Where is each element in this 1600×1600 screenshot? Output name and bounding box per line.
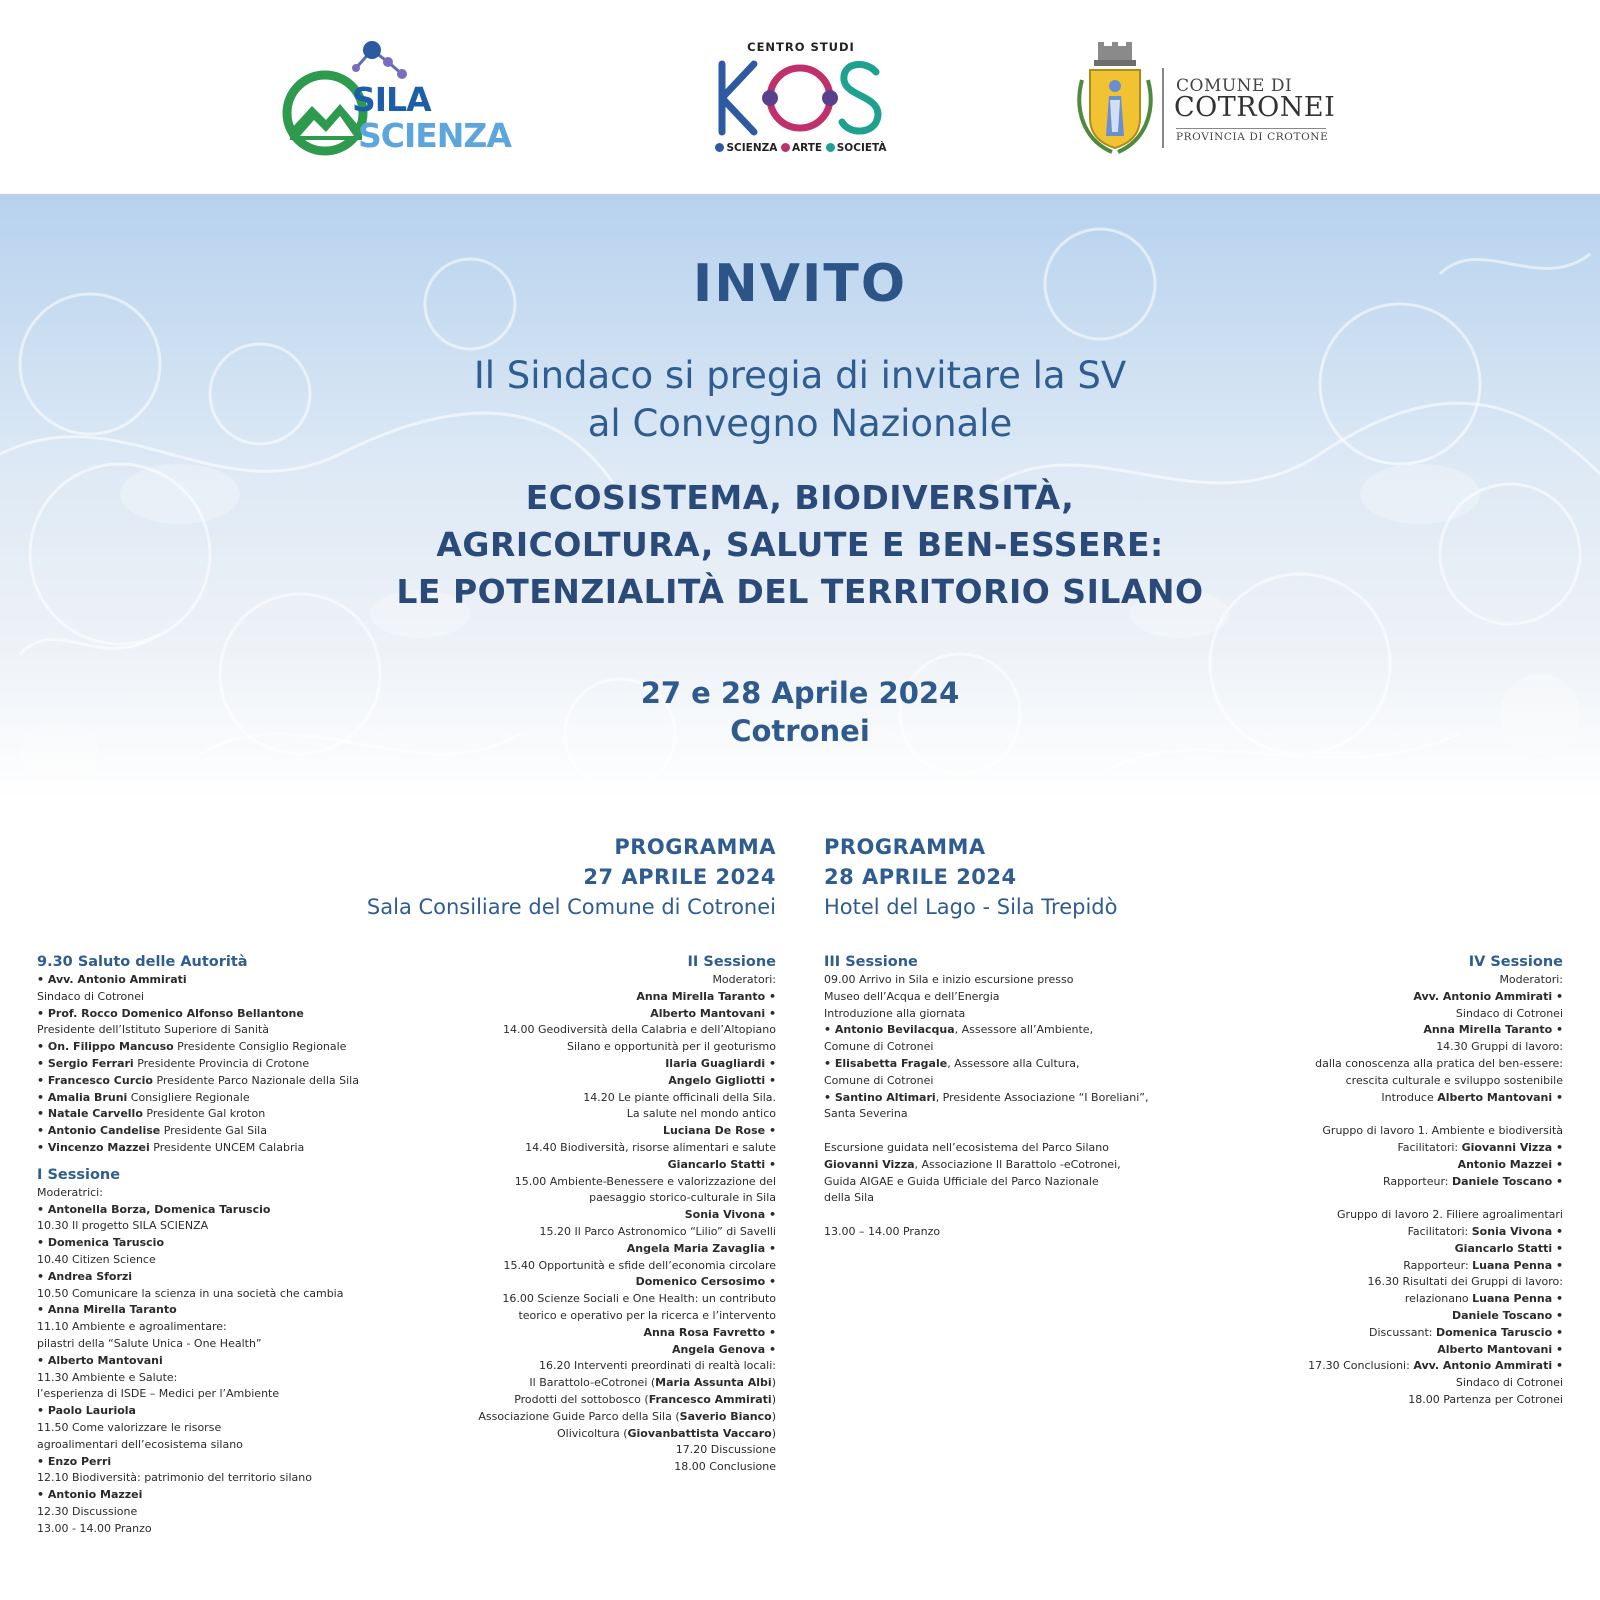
line-text: Sindaco di Cotronei xyxy=(1455,1376,1563,1390)
programme-line xyxy=(440,1241,776,1258)
programme-line xyxy=(824,1123,1164,1140)
speaker-name: Domenico Cersosimo • xyxy=(635,1275,776,1289)
line-text: Escursione guidata nell’ecosistema del Parco Silano xyxy=(824,1140,1109,1154)
speaker-name: • Antonio Candelise xyxy=(37,1124,161,1138)
programme-venue: Hotel del Lago - Sila Trepidò xyxy=(824,895,1118,919)
programme-line xyxy=(37,1302,377,1319)
programme-line xyxy=(37,1006,377,1023)
speaker-name: Ilaria Guagliardi • xyxy=(665,1056,776,1070)
line-text: Presidente dell’Istituto Superiore di Sanità xyxy=(37,1023,269,1037)
programme-line xyxy=(440,972,776,989)
programme-line xyxy=(440,1006,776,1023)
session-heading: IV Sessione xyxy=(1468,954,1563,970)
tag-arte: ARTE xyxy=(792,142,823,154)
programme-line xyxy=(1230,1123,1563,1140)
line-text: 16.00 Scienze Sociali e One Health: un contributo xyxy=(502,1292,776,1306)
programme-date: 27 APRILE 2024 xyxy=(583,865,776,889)
programme-line xyxy=(440,1459,776,1476)
programme-line xyxy=(440,1442,776,1459)
speaker-name: Giovanbattista Vaccaro xyxy=(627,1426,772,1440)
line-text: Associazione Guide Parco della Sila ( xyxy=(478,1409,680,1423)
programme-line xyxy=(1230,1241,1563,1258)
line-text: Moderatrici: xyxy=(37,1185,103,1199)
line-text: teorico e operativo per la ricerca e l’intervento xyxy=(518,1308,776,1322)
programme-line xyxy=(824,1174,1164,1191)
speaker-name: Alberto Mantovani • xyxy=(650,1006,776,1020)
programme-line xyxy=(1230,1090,1563,1107)
speaker-name: Giovanni Vizza xyxy=(824,1157,915,1171)
line-text: 14.00 Geodiversità della Calabria e dell’Altopiano xyxy=(502,1023,776,1037)
line-text: Consigliere Regionale xyxy=(127,1090,250,1104)
programme-line xyxy=(37,1106,377,1123)
speaker-name: Luana Penna • xyxy=(1472,1258,1563,1272)
programme-line xyxy=(37,1487,377,1504)
programme-line xyxy=(440,989,776,1006)
programme-line xyxy=(37,1353,377,1370)
line-text: Presidente Gal kroton xyxy=(142,1107,266,1121)
line-text: ) xyxy=(771,1409,776,1423)
programme-line xyxy=(824,1190,1164,1207)
invitation-line-2: al Convegno Nazionale xyxy=(587,402,1013,445)
speaker-name: • Sergio Ferrari xyxy=(37,1056,134,1070)
line-text: 10.50 Comunicare la scienza in una società che cambia xyxy=(37,1286,344,1300)
programme-line xyxy=(440,1022,776,1039)
speaker-name: Anna Rosa Favretto • xyxy=(643,1325,776,1339)
line-text: , Assessore all’Ambiente, xyxy=(954,1023,1094,1037)
programme-line xyxy=(1230,1157,1563,1174)
programme-line xyxy=(37,1202,377,1219)
programme-line xyxy=(37,1073,377,1090)
programme-line xyxy=(440,1258,776,1275)
coat-of-arms-icon xyxy=(1072,40,1158,158)
programme-header-day2 xyxy=(824,832,1117,922)
speaker-name: • Enzo Perri xyxy=(37,1454,112,1468)
speaker-name: Angela Maria Zavaglia • xyxy=(626,1241,776,1255)
speaker-name: • Antonio Mazzei xyxy=(37,1488,143,1502)
programme-line xyxy=(824,1224,1164,1241)
line-text: ) xyxy=(771,1376,776,1390)
speaker-name: Sonia Vivona • xyxy=(1471,1224,1563,1238)
conference-title-line-3: LE POTENZIALITÀ DEL TERRITORIO SILANO xyxy=(396,572,1204,611)
sila-word: SILA xyxy=(352,80,431,119)
line-text: l’esperienza di ISDE – Medici per l’Ambiente xyxy=(37,1387,280,1401)
line-text: 14.40 Biodiversità, risorse alimentari e salute xyxy=(525,1140,776,1154)
line-text: Facilitatori: xyxy=(1407,1224,1472,1238)
programme-line xyxy=(824,1073,1164,1090)
programme-line xyxy=(440,1375,776,1392)
line-text: Introduce xyxy=(1381,1090,1438,1104)
programme-line xyxy=(1230,1207,1563,1224)
speaker-name: Giancarlo Statti • xyxy=(667,1157,776,1171)
session-heading: III Sessione xyxy=(824,954,918,970)
speaker-name: • Santino Altimari xyxy=(824,1090,936,1104)
speaker-name: Anna Mirella Taranto • xyxy=(1423,1023,1563,1037)
line-text: 11.30 Ambiente e Salute: xyxy=(37,1370,178,1384)
line-text: Silano e opportunità per il geoturismo xyxy=(566,1040,776,1054)
line-text: La salute nel mondo antico xyxy=(626,1107,776,1121)
line-text: 15.40 Opportunità e sfide dell’economia circolare xyxy=(503,1258,776,1272)
programme-line xyxy=(37,1521,377,1538)
programme-line xyxy=(824,1207,1164,1224)
programme-column-1 xyxy=(37,952,377,1538)
line-text: Guida AIGAE e Guida Ufficiale del Parco Nazionale xyxy=(824,1174,1099,1188)
line-text: 12.30 Discussione xyxy=(37,1504,138,1518)
speaker-name: Luana Penna • xyxy=(1472,1292,1563,1306)
programme-column-2 xyxy=(440,952,776,1476)
programme-line xyxy=(440,1426,776,1443)
line-text: 13.00 - 14.00 Pranzo xyxy=(37,1521,152,1535)
programme-column-3 xyxy=(824,952,1164,1241)
speaker-name: Avv. Antonio Ammirati • xyxy=(1413,989,1563,1003)
speaker-name: Luciana De Rose • xyxy=(663,1124,776,1138)
programme-line xyxy=(440,1090,776,1107)
programme-line xyxy=(824,1157,1164,1174)
comune-di-label: COMUNE DI xyxy=(1176,76,1293,96)
line-text: Sindaco di Cotronei xyxy=(1455,1006,1563,1020)
speaker-name: • Antonio Bevilacqua xyxy=(824,1023,955,1037)
kos-tagline xyxy=(706,142,896,154)
programme-line xyxy=(440,1291,776,1308)
session-lines xyxy=(824,972,1164,1241)
speaker-name: • Vincenzo Mazzei xyxy=(37,1140,150,1154)
programme-line xyxy=(37,972,377,989)
line-text: 14.30 Gruppi di lavoro: xyxy=(1436,1040,1563,1054)
programme-line xyxy=(37,1370,377,1387)
programme-line xyxy=(1230,1006,1563,1023)
programme-line xyxy=(1230,1073,1563,1090)
line-text: 11.50 Come valorizzare le risorse xyxy=(37,1420,222,1434)
programme-line xyxy=(824,1140,1164,1157)
programme-line xyxy=(440,1073,776,1090)
line-text: Olivicoltura ( xyxy=(556,1426,628,1440)
programme-line xyxy=(37,1420,377,1437)
line-text: , Associazione Il Barattolo -eCotronei, xyxy=(914,1157,1121,1171)
programme-line xyxy=(37,1022,377,1039)
programme-line xyxy=(440,1325,776,1342)
programme-date: 28 APRILE 2024 xyxy=(824,865,1017,889)
speaker-name: Daniele Toscano • xyxy=(1451,1174,1563,1188)
line-text: 17.20 Discussione xyxy=(675,1443,776,1457)
programme-line xyxy=(1230,1039,1563,1056)
programme-line xyxy=(440,1224,776,1241)
line-text: Moderatori: xyxy=(712,973,776,986)
programme-line xyxy=(1230,1056,1563,1073)
session-lines xyxy=(1230,972,1563,1409)
speaker-name: Alberto Mantovani • xyxy=(1437,1342,1563,1356)
programme-venue: Sala Consiliare del Comune di Cotronei xyxy=(366,895,776,919)
programme-line xyxy=(37,989,377,1006)
programme-line xyxy=(1230,1375,1563,1392)
programme-line xyxy=(824,989,1164,1006)
programme-line xyxy=(440,1342,776,1359)
speaker-name: • Francesco Curcio xyxy=(37,1073,153,1087)
speaker-name: Angelo Gigliotti • xyxy=(668,1073,776,1087)
kos-logo xyxy=(706,36,896,160)
programme-line xyxy=(440,1358,776,1375)
programme-line xyxy=(440,1039,776,1056)
tag-societa: SOCIETÀ xyxy=(836,142,887,154)
line-text: 18.00 Conclusione xyxy=(674,1460,776,1474)
programme-line xyxy=(1230,1342,1563,1359)
programme-line xyxy=(1230,1258,1563,1275)
programme-line xyxy=(824,972,1164,989)
programme-line xyxy=(1230,1140,1563,1157)
line-text: Rapporteur: xyxy=(1383,1174,1452,1188)
speaker-name: • Elisabetta Fragale xyxy=(824,1056,948,1070)
line-text: 15.00 Ambiente-Benessere e valorizzazione del xyxy=(514,1174,776,1188)
programme-line xyxy=(440,1140,776,1157)
line-text: 15.20 Il Parco Astronomico “Lilio” di Savelli xyxy=(539,1224,776,1238)
programme-line xyxy=(37,1269,377,1286)
programme-line xyxy=(440,1106,776,1123)
scienza-word: SCIENZA xyxy=(358,116,511,155)
programme-line xyxy=(440,1190,776,1207)
line-text: Prodotti del sottobosco ( xyxy=(514,1392,649,1406)
line-text: Il Barattolo-eCotronei ( xyxy=(529,1376,656,1390)
line-text: , Presidente Associazione “I Boreliani”, xyxy=(935,1090,1149,1104)
programme-line xyxy=(1230,1291,1563,1308)
speaker-name: Daniele Toscano • xyxy=(1451,1308,1563,1322)
line-text: 16.20 Interventi preordinati di realtà locali: xyxy=(539,1359,776,1373)
programme-label: PROGRAMMA xyxy=(614,835,776,859)
line-text: Gruppo di lavoro 1. Ambiente e biodiversità xyxy=(1322,1124,1563,1138)
line-text: della Sila xyxy=(824,1191,874,1205)
speaker-name: • Prof. Rocco Domenico Alfonso Bellantone xyxy=(37,1006,304,1020)
programme-line xyxy=(1230,1274,1563,1291)
line-text: pilastri della “Salute Unica - One Health” xyxy=(37,1336,262,1350)
line-text: 12.10 Biodiversità: patrimonio del territorio silano xyxy=(37,1471,312,1485)
line-text: 18.00 Partenza per Cotronei xyxy=(1408,1392,1563,1406)
programme-line xyxy=(440,1409,776,1426)
cotronei-label: COTRONEI xyxy=(1174,92,1336,123)
kos-mark xyxy=(716,58,886,140)
blue-dot-icon xyxy=(715,143,724,152)
line-text: Presidente Gal Sila xyxy=(160,1124,267,1138)
speaker-name: • Natale Carvello xyxy=(37,1107,143,1121)
speaker-name: • Avv. Antonio Ammirati xyxy=(37,973,187,986)
speaker-name: • Alberto Mantovani xyxy=(37,1353,163,1367)
programme-line xyxy=(37,1437,377,1454)
programme-line xyxy=(37,1336,377,1353)
programme-line xyxy=(1230,1174,1563,1191)
speaker-name: Anna Mirella Taranto • xyxy=(636,989,776,1003)
programme-column-4 xyxy=(1230,952,1563,1409)
programme-line xyxy=(440,1308,776,1325)
line-text: Comune di Cotronei xyxy=(824,1073,934,1087)
speaker-name: Angela Genova • xyxy=(671,1342,776,1356)
speaker-name: • On. Filippo Mancuso xyxy=(37,1040,174,1054)
programme-header-day1 xyxy=(367,832,776,922)
line-text: crescita culturale e sviluppo sostenibile xyxy=(1345,1073,1563,1087)
programme-line xyxy=(440,1123,776,1140)
speaker-name: Alberto Mantovani • xyxy=(1437,1090,1563,1104)
line-text: 13.00 – 14.00 Pranzo xyxy=(824,1224,941,1238)
event-dates: 27 e 28 Aprile 2024 xyxy=(640,676,960,710)
programme-line xyxy=(440,1174,776,1191)
logo-divider xyxy=(1162,68,1164,148)
line-text: Facilitatori: xyxy=(1397,1140,1462,1154)
programme-line xyxy=(37,1319,377,1336)
event-place: Cotronei xyxy=(730,714,870,748)
line-text: Introduzione alla giornata xyxy=(824,1006,966,1020)
programme-line xyxy=(440,1274,776,1291)
programme-line xyxy=(1230,1224,1563,1241)
programme-line xyxy=(1230,1106,1563,1123)
speaker-name: Francesco Ammirati xyxy=(648,1392,772,1406)
programme-line xyxy=(440,1056,776,1073)
programme-line xyxy=(440,1392,776,1409)
programme-line xyxy=(440,1207,776,1224)
conference-title-line-1: ECOSISTEMA, BIODIVERSITÀ, xyxy=(525,478,1075,517)
programme-line xyxy=(824,1090,1164,1107)
programme-line xyxy=(824,1106,1164,1123)
programme-line xyxy=(37,1123,377,1140)
session-heading: II Sessione xyxy=(687,954,776,970)
line-text: Presidente Consiglio Regionale xyxy=(173,1040,347,1054)
line-text: Presidente Parco Nazionale della Sila xyxy=(152,1073,359,1087)
programme-line xyxy=(37,1090,377,1107)
programme-line xyxy=(37,1470,377,1487)
speaker-name: Antonio Mazzei • xyxy=(1457,1157,1563,1171)
speaker-name: • Anna Mirella Taranto xyxy=(37,1303,177,1317)
line-text: agroalimentari dell’ecosistema silano xyxy=(37,1437,243,1451)
sila-scienza-logo xyxy=(282,40,522,155)
programme-line xyxy=(37,1286,377,1303)
comune-rule xyxy=(1176,128,1326,129)
speaker-name: Sonia Vivona • xyxy=(684,1208,776,1222)
teal-dot-icon xyxy=(826,143,835,152)
speaker-name: Maria Assunta Albi xyxy=(655,1376,772,1390)
hero-band xyxy=(0,194,1600,800)
programme-line xyxy=(1230,1022,1563,1039)
line-text: relazionano xyxy=(1404,1292,1473,1306)
line-text: Presidente UNCEM Calabria xyxy=(149,1140,305,1154)
line-text: Discussant: xyxy=(1369,1325,1436,1339)
line-text: ) xyxy=(771,1426,776,1440)
programme-line xyxy=(1230,972,1563,989)
programme-line xyxy=(37,1235,377,1252)
session-heading: I Sessione xyxy=(37,1166,121,1183)
logo-header xyxy=(0,0,1600,194)
session-heading: 9.30 Saluto delle Autorità xyxy=(37,954,248,970)
magenta-dot-icon xyxy=(781,143,790,152)
line-text: 16.30 Risultati dei Gruppi di lavoro: xyxy=(1367,1275,1563,1289)
speaker-name: • Andrea Sforzi xyxy=(37,1269,133,1283)
programme-line xyxy=(37,1504,377,1521)
line-text: Comune di Cotronei xyxy=(824,1040,934,1054)
programme-line xyxy=(1230,1392,1563,1409)
provincia-label: PROVINCIA DI CROTONE xyxy=(1176,131,1329,143)
line-text: 17.30 Conclusioni: xyxy=(1308,1359,1414,1373)
session-lines xyxy=(37,972,377,1157)
programme-line xyxy=(1230,1308,1563,1325)
programme-line xyxy=(1230,1325,1563,1342)
programme-line xyxy=(824,1056,1164,1073)
programme-line xyxy=(824,1039,1164,1056)
speaker-name: • Antonella Borza, Domenica Taruscio xyxy=(37,1202,271,1216)
programme-line xyxy=(1230,989,1563,1006)
session-lines xyxy=(440,972,776,1476)
line-text: dalla conoscenza alla pratica del ben-essere: xyxy=(1315,1056,1563,1070)
line-text: , Assessore alla Cultura, xyxy=(947,1056,1080,1070)
programme-line xyxy=(440,1157,776,1174)
line-text: Sindaco di Cotronei xyxy=(37,989,145,1003)
programme-line xyxy=(37,1218,377,1235)
programme-line xyxy=(37,1403,377,1420)
programme-label: PROGRAMMA xyxy=(824,835,986,859)
speaker-name: Giancarlo Statti • xyxy=(1454,1241,1563,1255)
speaker-name: Giovanni Vizza • xyxy=(1461,1140,1563,1154)
programme-line xyxy=(37,1039,377,1056)
line-text: ) xyxy=(771,1392,776,1406)
programme-line xyxy=(1230,1358,1563,1375)
line-text: 10.40 Citizen Science xyxy=(37,1252,156,1266)
programme-line xyxy=(824,1006,1164,1023)
line-text: Rapporteur: xyxy=(1403,1258,1473,1272)
session-lines xyxy=(37,1185,377,1538)
line-text: Gruppo di lavoro 2. Filiere agroalimentari xyxy=(1337,1208,1563,1222)
programme-line xyxy=(824,1022,1164,1039)
programme-line xyxy=(1230,1190,1563,1207)
line-text: 11.10 Ambiente e agroalimentare: xyxy=(37,1320,227,1334)
speaker-name: Saverio Bianco xyxy=(679,1409,772,1423)
line-text: 09.00 Arrivo in Sila e inizio escursione presso xyxy=(824,973,1074,986)
line-text: 10.30 Il progetto SILA SCIENZA xyxy=(37,1219,209,1233)
line-text: Presidente Provincia di Crotone xyxy=(133,1056,310,1070)
speaker-name: • Amalia Bruni xyxy=(37,1090,128,1104)
conference-title-line-2: AGRICOLTURA, SALUTE E BEN-ESSERE: xyxy=(436,525,1164,564)
line-text: Moderatori: xyxy=(1499,973,1563,986)
programme-line xyxy=(37,1252,377,1269)
programme-line xyxy=(37,1386,377,1403)
programme-line xyxy=(37,1140,377,1157)
speaker-name: • Domenica Taruscio xyxy=(37,1236,165,1250)
invitation-line-1: Il Sindaco si pregia di invitare la SV xyxy=(473,354,1127,397)
programme-line xyxy=(37,1185,377,1202)
programme-line xyxy=(37,1454,377,1471)
comune-cotronei-logo xyxy=(1072,40,1336,160)
tag-scienza: SCIENZA xyxy=(726,142,778,154)
line-text: 14.20 Le piante officinali della Sila. xyxy=(583,1090,776,1104)
kos-top-label: CENTRO STUDI xyxy=(747,40,855,54)
line-text: paesaggio storico-culturale in Sila xyxy=(589,1191,776,1205)
line-text: Santa Severina xyxy=(824,1107,908,1121)
speaker-name: Avv. Antonio Ammirati • xyxy=(1413,1359,1563,1373)
speaker-name: Domenica Taruscio • xyxy=(1435,1325,1563,1339)
invito-heading: INVITO xyxy=(692,254,908,314)
speaker-name: • Paolo Lauriola xyxy=(37,1404,136,1418)
programme-line xyxy=(37,1056,377,1073)
line-text: Museo dell’Acqua e dell’Energia xyxy=(824,989,1000,1003)
